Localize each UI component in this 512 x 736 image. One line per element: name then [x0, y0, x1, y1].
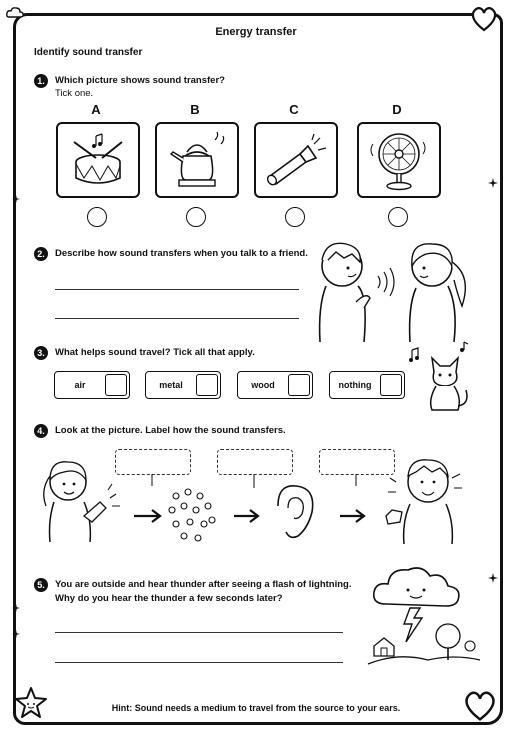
question-instruction: Tick one. — [55, 88, 94, 99]
question-number: 4. — [34, 424, 48, 438]
sparkle-icon — [488, 178, 498, 188]
answer-circle-a[interactable] — [87, 207, 107, 227]
answer-circle-d[interactable] — [388, 207, 408, 227]
picture-option-d — [357, 122, 441, 198]
drum-icon — [66, 132, 130, 188]
sparkle-icon — [488, 573, 498, 583]
fan-icon — [369, 128, 429, 192]
question-text: Look at the picture. Label how the sound transfers. — [55, 425, 286, 436]
sparkle-icon — [12, 195, 20, 203]
torch-icon — [262, 132, 330, 188]
option-letter: A — [91, 102, 101, 117]
sparkle-icon — [12, 630, 20, 638]
hint-text: Hint: Sound needs a medium to travel from the source to your ears. — [111, 703, 401, 713]
option-label: metal — [159, 380, 183, 390]
option-label: wood — [251, 380, 275, 390]
question-number: 1. — [34, 74, 48, 88]
cat-icon — [408, 338, 472, 414]
option-wood[interactable] — [237, 371, 313, 399]
kettle-icon — [165, 130, 229, 190]
children-talking-illustration — [312, 236, 488, 344]
cloud-icon — [5, 5, 25, 19]
picture-option-b — [155, 122, 239, 198]
tick-box[interactable] — [105, 374, 127, 396]
tick-box[interactable] — [380, 374, 402, 396]
question-text: Describe how sound transfers when you talk to a friend. — [55, 248, 308, 259]
answer-circle-c[interactable] — [285, 207, 305, 227]
option-letter: B — [190, 102, 200, 117]
answer-line[interactable] — [55, 632, 343, 633]
option-nothing[interactable] — [329, 371, 405, 399]
sparkle-icon — [12, 604, 20, 612]
option-label: air — [74, 380, 86, 390]
question-text: What helps sound travel? Tick all that apply. — [55, 347, 255, 358]
question-number: 5. — [34, 578, 48, 592]
question-text: You are outside and hear thunder after seeing a flash of lightning. — [55, 579, 352, 590]
sound-transfer-diagram — [40, 446, 480, 546]
option-air[interactable] — [54, 371, 130, 399]
option-label: nothing — [338, 380, 372, 390]
answer-line[interactable] — [55, 289, 299, 290]
question-text: Which picture shows sound transfer? — [55, 75, 225, 86]
tick-box[interactable] — [196, 374, 218, 396]
thunderstorm-illustration — [368, 560, 480, 670]
option-letter: D — [392, 102, 402, 117]
answer-line[interactable] — [55, 318, 299, 319]
option-metal[interactable] — [145, 371, 221, 399]
answer-circle-b[interactable] — [186, 207, 206, 227]
answer-line[interactable] — [55, 662, 343, 663]
option-letter: C — [289, 102, 299, 117]
page-subtitle: Identify sound transfer — [34, 47, 143, 58]
picture-option-c — [254, 122, 338, 198]
question-text-continued: Why do you hear the thunder a few seconds later? — [55, 593, 283, 604]
question-number: 2. — [34, 247, 48, 261]
picture-option-a — [56, 122, 140, 198]
tick-box[interactable] — [288, 374, 310, 396]
page-title: Energy transfer — [215, 26, 297, 38]
question-number: 3. — [34, 346, 48, 360]
